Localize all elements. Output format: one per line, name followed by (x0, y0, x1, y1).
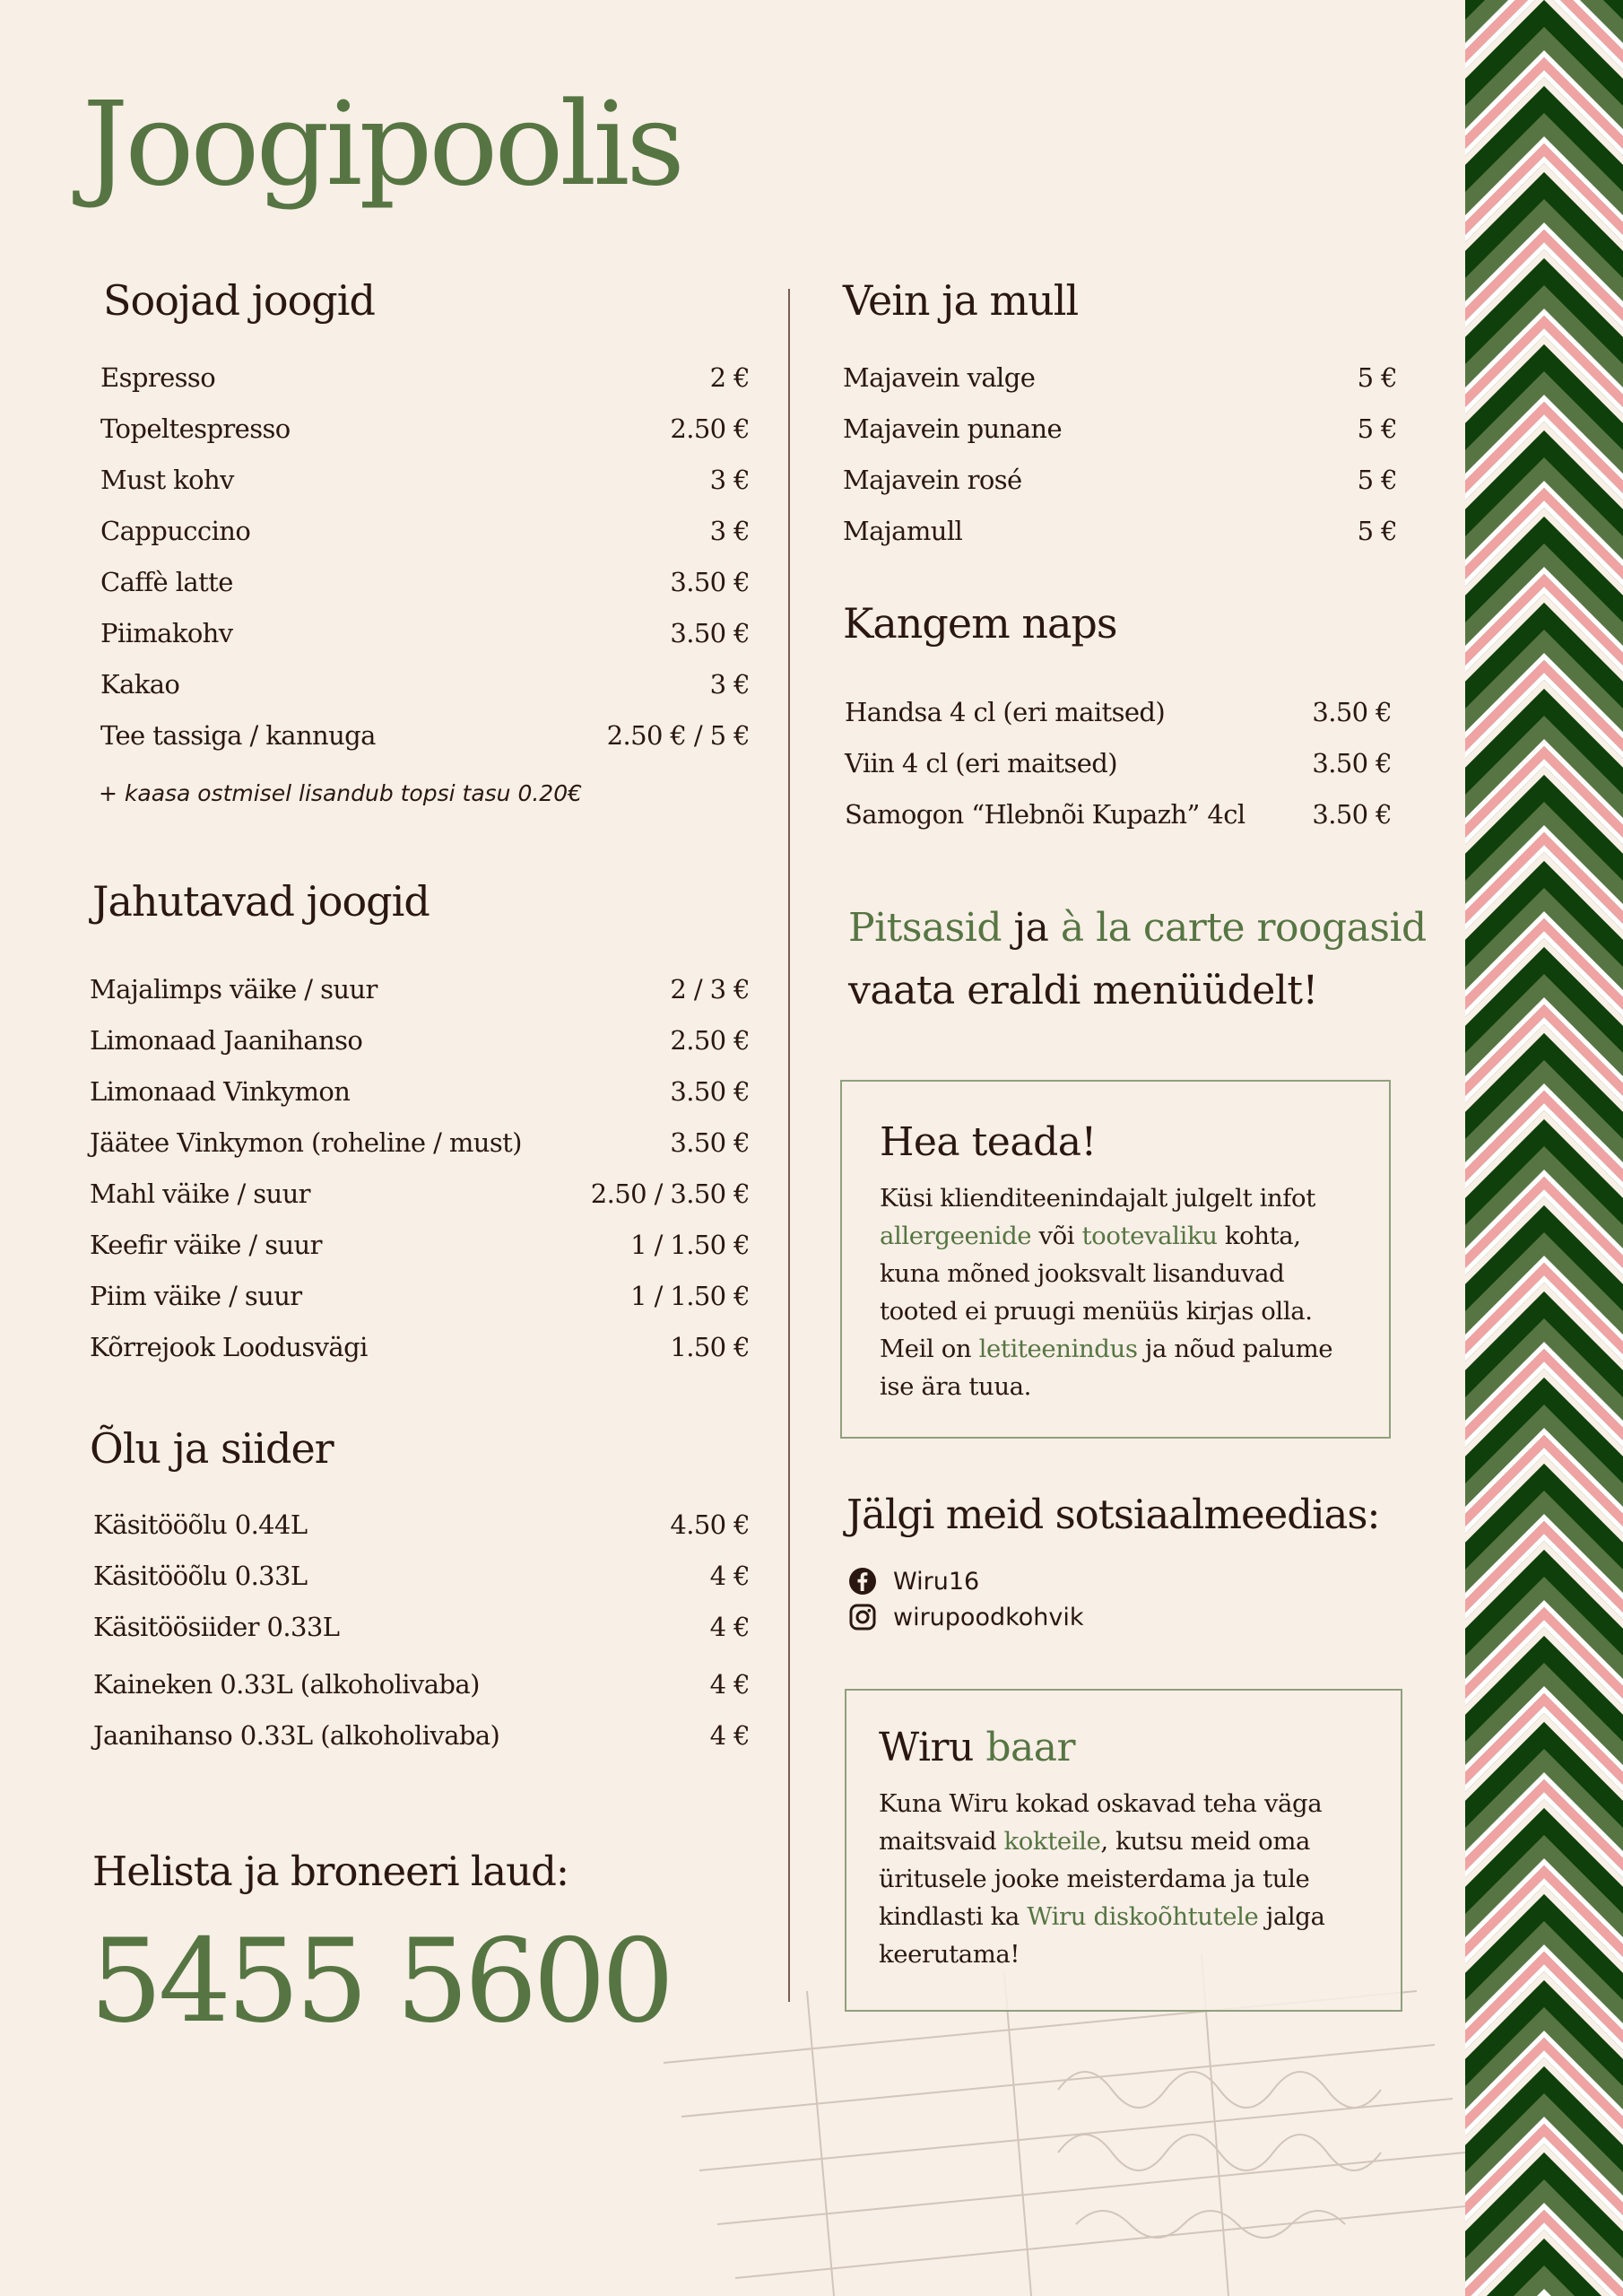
booking-heading: Helista ja broneeri laud: (92, 1848, 569, 1895)
social-heading: Jälgi meid sotsiaalmeedias: (846, 1491, 1380, 1538)
cold-drinks-list (90, 974, 750, 1383)
menu-row: Jäätee Vinkymon (roheline / must) 3.50 € (90, 1127, 750, 1158)
wine-heading: Vein ja mull (843, 276, 1079, 325)
wiru-bar-heading: Wiru baar (879, 1725, 1076, 1770)
pizza-text: Pitsasid (848, 905, 1002, 951)
menu-row: Majavein rosé 5 € (843, 465, 1397, 495)
menu-row: Jaanihanso 0.33L (alkoholivaba) 4 € (93, 1720, 750, 1751)
cocktails-text: kokteile (1003, 1826, 1101, 1856)
menu-row: Piimakohv 3.50 € (100, 618, 750, 648)
a-la-carte-text: à la carte roogasid (1060, 905, 1427, 951)
menu-row: Topeltespresso 2.50 € (100, 413, 750, 444)
menu-row: Handsa 4 cl (eri maitsed) 3.50 € (845, 697, 1392, 727)
menu-row: Limonaad Vinkymon 3.50 € (90, 1076, 750, 1107)
menu-row: Piim väike / suur 1 / 1.50 € (90, 1281, 750, 1311)
menu-row: Cappuccino 3 € (100, 516, 750, 546)
menu-row: Käsitööõlu 0.44L 4.50 € (93, 1509, 750, 1540)
wiru-bar-box (845, 1689, 1402, 2012)
instagram-icon (848, 1603, 877, 1631)
menu-row: Keefir väike / suur 1 / 1.50 € (90, 1230, 750, 1260)
phone-number[interactable]: 5455 5600 (90, 1915, 671, 2048)
menu-row: Kõrrejook Loodusvägi 1.50 € (90, 1332, 750, 1362)
spirits-list (845, 697, 1392, 850)
menu-row: Majamull 5 € (843, 516, 1397, 546)
good-to-know-text: Küsi klienditeenindajalt julgelt infot allergeenide või tootevaliku kohta, kuna mõned jooksvalt lisanduvad tooted ei pruugi menüüs kirjas olla. Meil on letiteenindus ja nõud palume ise ära tuua. (880, 1183, 1333, 1401)
instagram-link[interactable]: wirupoodkohvik (848, 1603, 1084, 1631)
menu-row: Caffè latte 3.50 € (100, 567, 750, 597)
good-to-know-heading: Hea teada! (880, 1119, 1097, 1165)
facebook-icon (848, 1567, 877, 1596)
good-to-know-box (840, 1080, 1391, 1439)
see-menus-text: vaata eraldi menüüdelt! (848, 968, 1318, 1013)
menu-row: Käsitööõlu 0.33L 4 € (93, 1561, 750, 1591)
beer-cider-list (93, 1509, 750, 1771)
menu-row: Limonaad Jaanihanso 2.50 € (90, 1025, 750, 1056)
menu-row: Majavein punane 5 € (843, 413, 1397, 444)
column-divider (788, 289, 790, 2002)
warm-drinks-list (100, 362, 750, 771)
menu-row: Käsitöösiider 0.33L 4 € (93, 1612, 750, 1642)
menu-row: Viin 4 cl (eri maitsed) 3.50 € (845, 748, 1392, 778)
warm-drinks-heading: Soojad joogid (103, 276, 375, 325)
menu-row: Samogon “Hlebnõi Kupazh” 4cl 3.50 € (845, 799, 1392, 830)
separate-menus-note: Pitsasid ja à la carte roogasid vaata eraldi menüüdelt! (848, 897, 1427, 1022)
menu-row: Majavein valge 5 € (843, 362, 1397, 393)
wine-list (843, 362, 1397, 567)
page-title: Joogipoolis (82, 78, 681, 212)
spirits-heading: Kangem naps (843, 599, 1117, 648)
menu-row: Majalimps väike / suur 2 / 3 € (90, 974, 750, 1004)
menu-row: Tee tassiga / kannuga 2.50 € / 5 € (100, 720, 750, 751)
allergens-link: allergeenide (880, 1221, 1032, 1250)
cup-fee-note: + kaasa ostmisel lisandub topsi tasu 0.20€ (99, 780, 583, 806)
menu-row: Must kohv 3 € (100, 465, 750, 495)
chevron-pattern-decoration (1465, 0, 1623, 2296)
counter-service-text: letiteenindus (978, 1334, 1138, 1363)
beer-cider-heading: Õlu ja siider (90, 1424, 334, 1473)
menu-row: Kakao 3 € (100, 669, 750, 700)
menu-row: Kaineken 0.33L (alkoholivaba) 4 € (93, 1669, 750, 1700)
cold-drinks-heading: Jahutavad joogid (92, 877, 430, 926)
wiru-bar-text: Kuna Wiru kokad oskavad teha väga maitsvaid kokteile, kutsu meid oma üritusele jooke meisterdama ja tule kindlasti ka Wiru diskoõhtutele jalga keerutama! (879, 1788, 1325, 1969)
product-range-link: tootevaliku (1081, 1221, 1218, 1250)
facebook-link[interactable]: Wiru16 (848, 1567, 979, 1596)
disco-nights-text: Wiru diskoõhtutele (1027, 1901, 1259, 1931)
menu-row: Mahl väike / suur 2.50 / 3.50 € (90, 1178, 750, 1209)
menu-row: Espresso 2 € (100, 362, 750, 393)
